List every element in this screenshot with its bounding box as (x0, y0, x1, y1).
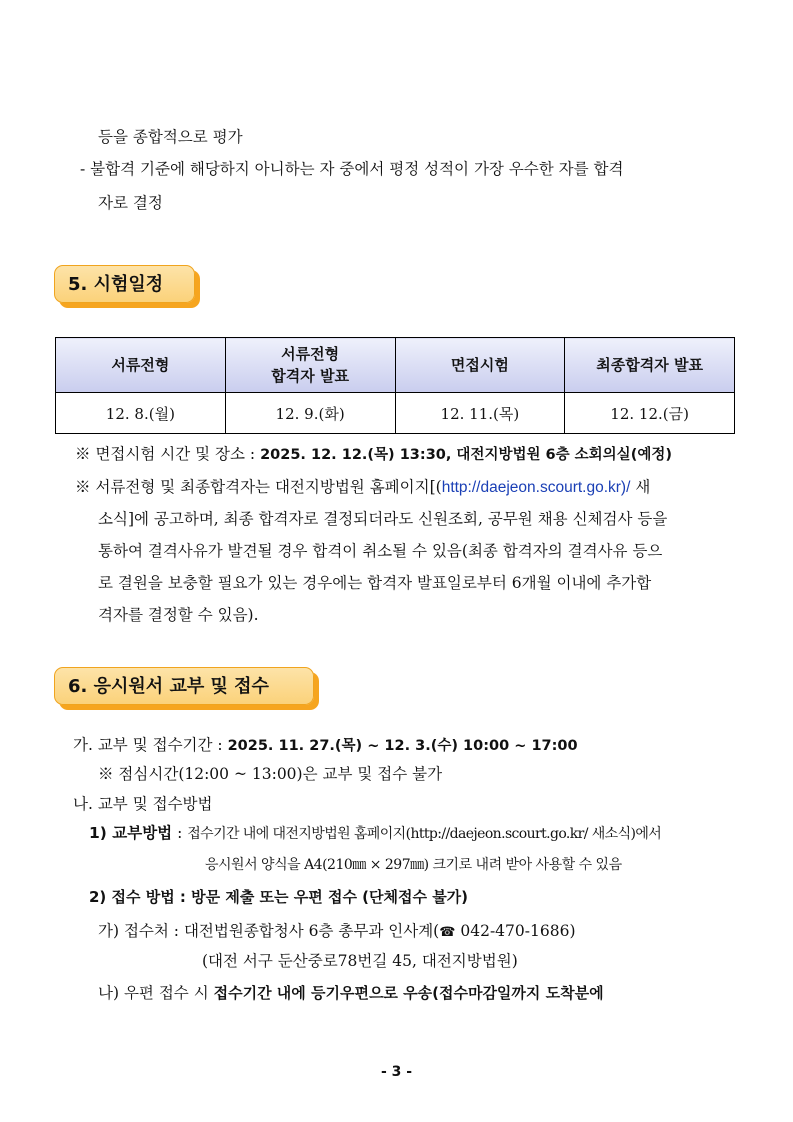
date-document-screening: 12. 8.(월) (56, 393, 226, 434)
note-announcement-line3: 통하여 결격사유가 발견될 경우 합격이 취소될 수 있음(최종 합격자의 결격사유 등으 (98, 542, 663, 560)
period-value: 2025. 11. 27.(목) ~ 12. 3.(수) 10:00 ~ 17:00 (227, 738, 578, 754)
note-mark: ※ (75, 478, 91, 496)
intro-line-3: 자로 결정 (98, 194, 163, 212)
mail-submission-detail: 접수기간 내에 등기우편으로 우송(접수마감일까지 도착분에 (213, 984, 604, 1002)
schedule-header-row (56, 338, 735, 393)
header-document-result-line2: 합격자 발표 (271, 367, 349, 385)
header-document-result (225, 338, 395, 393)
reception-place (98, 921, 576, 943)
note-announcement-line2: 소식]에 공고하며, 최종 합격자로 결정되더라도 신원조회, 공무원 채용 신체검사 등을 (98, 510, 668, 528)
note-announcement-line4: 로 결원을 보충할 필요가 있는 경우에는 합격자 발표일로부터 6개월 이내에 추가합 (98, 574, 652, 592)
method-heading: 나. 교부 및 접수방법 (73, 795, 213, 813)
header-document-screening: 서류전형 (56, 338, 226, 393)
date-interview: 12. 11.(목) (395, 393, 565, 434)
note-interview-detail: 2025. 12. 12.(목) 13:30, 대전지방법원 6층 소회의실(예정) (260, 447, 672, 463)
mail-submission-prefix: 나) 우편 접수 시 (98, 984, 214, 1002)
submission-method: 2) 접수 방법 : 방문 제출 또는 우편 접수 (단체접수 불가) (89, 888, 469, 906)
date-document-result: 12. 9.(화) (225, 393, 395, 434)
distribution-method-label: 1) 교부방법 (89, 824, 173, 842)
reception-place-text: 가) 접수처 : 대전법원종합청사 6층 총무과 인사계( (98, 922, 440, 940)
schedule-value-row (56, 393, 735, 434)
header-interview: 면접시험 (395, 338, 565, 393)
header-final-result: 최종합격자 발표 (565, 338, 735, 393)
reception-phone: 042-470-1686) (455, 922, 576, 940)
distribution-method-text: 접수기간 내에 대전지방법원 홈페이지(http://daejeon.scourt.go.kr/ 새소식)에서 (187, 826, 662, 842)
phone-icon: ☎ (439, 925, 456, 940)
note-announcement-line1 (75, 477, 650, 498)
lunch-note: ※ 점심시간(12:00 ~ 13:00)은 교부 및 접수 불가 (98, 765, 443, 783)
section-5-heading: 5. 시험일정 (54, 265, 195, 303)
note-mark: ※ (75, 445, 91, 463)
note-interview-prefix: 면접시험 시간 및 장소 : (95, 445, 261, 463)
distribution-method-colon: : (172, 824, 188, 842)
note-announcement-line5: 격자를 결정할 수 있음). (98, 606, 259, 624)
period-line (73, 735, 578, 756)
mail-submission (98, 983, 604, 1003)
note-announcement-tail: 새 (630, 478, 651, 496)
reception-address: (대전 서구 둔산중로78번길 45, 대전지방법원) (202, 952, 518, 970)
page-number: - 3 - (380, 1064, 413, 1080)
note-interview (75, 444, 672, 465)
intro-line-1: 등을 종합적으로 평가 (98, 128, 243, 146)
header-document-result-line1: 서류전형 (281, 345, 340, 363)
note-announcement-text: 서류전형 및 최종합격자는 대전지방법원 홈페이지[( (95, 478, 442, 496)
court-homepage-link[interactable]: http://daejeon.scourt.go.kr)/ (441, 479, 631, 496)
intro-line-2: - 불합격 기준에 해당하지 아니하는 자 중에서 평정 성적이 가장 우수한 자를 합격 (80, 160, 624, 178)
period-label: 가. 교부 및 접수기간 : (73, 736, 228, 754)
date-final-result: 12. 12.(금) (565, 393, 735, 434)
distribution-method-line2: 응시원서 양식을 A4(210㎜ × 297㎜) 크기로 내려 받아 사용할 수 있음 (205, 857, 622, 873)
distribution-method-line1 (89, 823, 661, 844)
section-6-heading: 6. 응시원서 교부 및 접수 (54, 667, 314, 705)
schedule-table (55, 337, 735, 434)
